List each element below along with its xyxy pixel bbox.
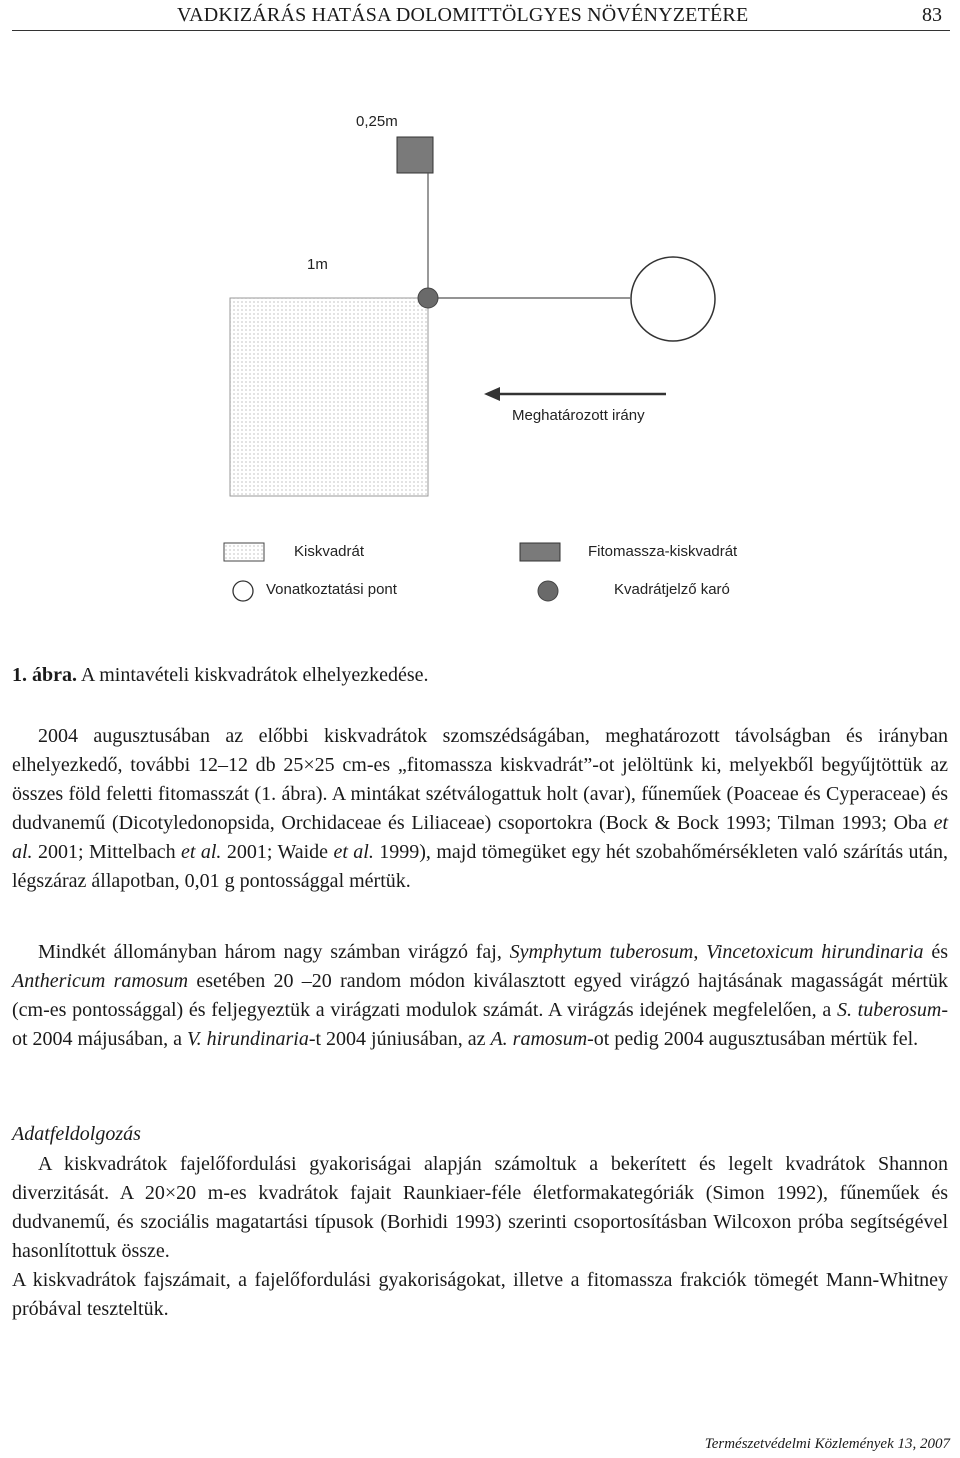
p2-part-f: -t 2004 júniusában, az bbox=[308, 1028, 491, 1050]
legend-stake-label: Kvadrátjelző karó bbox=[614, 581, 730, 598]
section-paragraph-1: A kiskvadrátok fajelőfordulási gyakoriságai alapján számoltuk a bekerített és legelt kvadrátok Shannon diverzitását. A 20×20 m-es kvadrátok fajait Raunkiaer-féle életformakategóriák (Simon 1992), fűneműek és dudvanemű, és szociális magatartási típusok (Borhidi 1993) szerinti csoportosításban Wilcoxon próba segítségével hasonlítottuk össze. bbox=[12, 1153, 948, 1262]
p2-part-e: -ot 2004 májusában, a bbox=[12, 999, 949, 1050]
reference-point bbox=[631, 257, 715, 341]
running-title: VADKIZÁRÁS HATÁSA DOLOMITTÖLGYES NÖVÉNYZETÉRE bbox=[177, 4, 749, 26]
section-body bbox=[12, 1150, 948, 1324]
paragraph-1 bbox=[12, 722, 948, 896]
legend-biomass-label: Fitomassza-kiskvadrát bbox=[588, 543, 738, 560]
label-direction: Meghatározott irány bbox=[512, 407, 645, 424]
legend-reference-label: Vonatkoztatási pont bbox=[266, 581, 397, 598]
biomass-quadrat bbox=[397, 137, 433, 173]
caption-text: A mintavételi kiskvadrátok elhelyezkedése. bbox=[77, 664, 429, 686]
section-paragraph-2: A kiskvadrátok fajszámait, a fajelőfordulási gyakoriságokat, illetve a fitomassza frakciók tömegét Mann-Whitney próbával teszteltük. bbox=[12, 1269, 948, 1320]
p2-part-b: , bbox=[693, 941, 707, 963]
page-number: 83 bbox=[922, 4, 942, 26]
species-6: A. ramosum bbox=[490, 1028, 588, 1050]
legend-stake-symbol bbox=[538, 581, 558, 601]
marker-stake bbox=[418, 288, 438, 308]
species-4: S. tuberosum bbox=[836, 999, 942, 1021]
legend-reference-symbol bbox=[233, 581, 253, 601]
legend-quadrat-label: Kiskvadrát bbox=[294, 543, 365, 560]
p1-etal-1: et al. bbox=[12, 812, 948, 863]
paragraph-2 bbox=[12, 938, 948, 1054]
journal-footer: Természetvédelmi Közlemények 13, 2007 bbox=[704, 1436, 950, 1452]
p1-part-d: 1999), majd tömegüket egy hét szobahőmérsékleten való szárítás után, légszáraz állapotban, 0,01 g pontossággal mértük. bbox=[12, 841, 948, 892]
p2-part-a: Mindkét állományban három nagy számban virágzó faj, bbox=[38, 941, 510, 963]
p1-part-a: 2004 augusztusában az előbbi kiskvadrátok szomszédságában, meghatározott távolságban és irányban elhelyezkedő, további 12–12 db 25×25 cm-es „fitomassza kiskvadrát”-ot jelöltünk ki, melyekből begyűjtöttük az összes föld feletti fitomasszát (1. ábra). A mintákat szétválogattuk holt (avar), fűneműek (Poaceae és Cyperaceae) és dudvanemű (Dicotyledonopsida, Orchidaceae és Liliaceae) csoportokra (Bock & Bock 1993; Tilman 1993; Oba bbox=[12, 725, 948, 834]
arrow-head bbox=[484, 387, 500, 401]
figure-caption bbox=[12, 662, 429, 688]
legend-quadrat-swatch bbox=[224, 543, 264, 561]
label-quadrat-side: 1m bbox=[307, 256, 328, 273]
p2-part-c: és bbox=[923, 941, 948, 963]
caption-number: 1. ábra. bbox=[12, 664, 77, 686]
species-1: Symphytum tuberosum bbox=[509, 941, 694, 963]
p1-part-b: 2001; Mittelbach bbox=[32, 841, 182, 863]
species-3: Anthericum ramosum bbox=[12, 970, 189, 992]
p1-part-c: 2001; Waide bbox=[221, 841, 334, 863]
figure-1 bbox=[0, 0, 960, 640]
p1-etal-3: et al. bbox=[333, 841, 374, 863]
p2-part-d: esetében 20 –20 random módon kiválasztott egyed virágzó hajtásának magasságát mértük (cm-es pontossággal) és feljegyeztük a virágzati modulok számát. A virágzás idejének megfelelően, a bbox=[12, 970, 948, 1021]
label-biomass-side: 0,25m bbox=[356, 113, 398, 130]
species-5: V. hirundinaria bbox=[186, 1028, 309, 1050]
quadrat bbox=[230, 298, 428, 496]
species-2: Vincetoxicum hirundinaria bbox=[706, 941, 924, 963]
sampling-layout-diagram bbox=[0, 0, 960, 640]
p1-etal-2: et al. bbox=[181, 841, 222, 863]
p2-part-g: -ot pedig 2004 augusztusában mértük fel. bbox=[587, 1028, 919, 1050]
section-heading: Adatfeldolgozás bbox=[12, 1123, 141, 1145]
legend-biomass-swatch bbox=[520, 543, 560, 561]
